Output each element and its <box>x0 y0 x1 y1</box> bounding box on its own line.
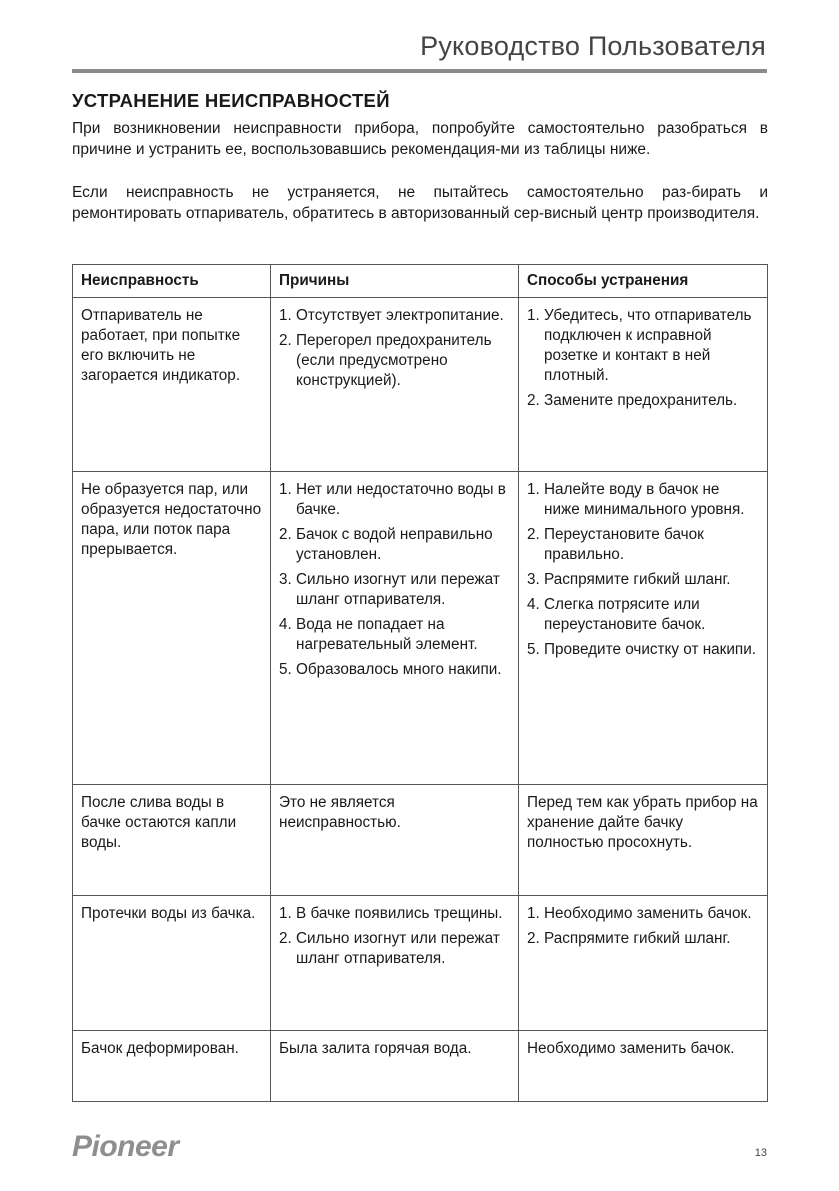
solutions-list <box>527 306 759 411</box>
table-header-row <box>73 265 768 298</box>
list-item: 2. Бачок с водой неправильно установлен. <box>279 526 493 563</box>
solutions-cell <box>519 298 768 472</box>
causes-cell: Это не является неисправностью. <box>271 785 519 896</box>
causes-cell: Была залита горячая вода. <box>271 1031 519 1102</box>
table-row <box>73 896 768 1031</box>
list-item: 5. Образовалось много накипи. <box>279 661 502 678</box>
list-item: 4. Вода не попадает на нагревательный элемент. <box>279 616 478 653</box>
list-item: 5. Проведите очистку от накипи. <box>527 641 756 658</box>
page-header-title: Руководство Пользователя <box>420 31 766 61</box>
solutions-cell <box>519 896 768 1031</box>
table-row <box>73 472 768 785</box>
causes-list <box>279 904 510 969</box>
causes-cell <box>271 298 519 472</box>
problem-cell: Бачок деформирован. <box>73 1031 271 1102</box>
problem-cell: Протечки воды из бачка. <box>73 896 271 1031</box>
column-header-solutions: Способы устранения <box>519 265 768 298</box>
list-item: 1. Нет или недостаточно воды в бачке. <box>279 481 506 518</box>
list-item: 2. Переустановите бачок правильно. <box>527 526 704 563</box>
list-item: 2. Распрямите гибкий шланг. <box>527 930 731 947</box>
list-item: 2. Сильно изогнут или пережат шланг отпаривателя. <box>279 930 500 967</box>
solutions-list <box>527 480 759 660</box>
list-item: 1. Налейте воду в бачок не ниже минимального уровня. <box>527 481 745 518</box>
intro-paragraph-2: Если неисправность не устраняется, не пытайтесь самостоятельно раз-бирать и ремонтировать отпариватель, обратитесь в авторизованный сер-висный центр производителя. <box>72 184 768 222</box>
list-item: 2. Замените предохранитель. <box>527 392 738 409</box>
list-item: 1. Отсутствует электропитание. <box>279 307 504 324</box>
solutions-list <box>527 904 759 949</box>
list-item: 1. Необходимо заменить бачок. <box>527 905 752 922</box>
problem-cell: После слива воды в бачке остаются капли воды. <box>73 785 271 896</box>
troubleshooting-table <box>72 264 768 1102</box>
causes-list <box>279 480 510 680</box>
section-title: УСТРАНЕНИЕ НЕИСПРАВНОСТЕЙ <box>72 90 390 111</box>
problem-cell: Не образуется пар, или образуется недостаточно пара, или поток пара прерывается. <box>73 472 271 785</box>
brand-logo: Pioneer <box>72 1130 179 1163</box>
list-item: 4. Слегка потрясите или переустановите бачок. <box>527 596 706 633</box>
list-item: 1. Убедитесь, что отпариватель подключен к исправной розетке и контакт в ней плотный. <box>527 307 752 384</box>
causes-cell <box>271 472 519 785</box>
column-header-causes: Причины <box>271 265 519 298</box>
causes-cell <box>271 896 519 1031</box>
list-item: 2. Перегорел предохранитель (если предусмотрено конструкцией). <box>279 332 492 389</box>
table-row <box>73 1031 768 1102</box>
solutions-cell: Необходимо заменить бачок. <box>519 1031 768 1102</box>
table-row <box>73 298 768 472</box>
list-item: 3. Сильно изогнут или пережат шланг отпаривателя. <box>279 571 500 608</box>
causes-list <box>279 306 510 391</box>
solutions-cell <box>519 472 768 785</box>
header-divider <box>72 69 767 73</box>
table-row <box>73 785 768 896</box>
list-item: 3. Распрямите гибкий шланг. <box>527 571 731 588</box>
column-header-problem: Неисправность <box>73 265 271 298</box>
solutions-cell: Перед тем как убрать прибор на хранение дайте бачку полностью просохнуть. <box>519 785 768 896</box>
list-item: 1. В бачке появились трещины. <box>279 905 503 922</box>
page-number: 13 <box>754 1147 767 1159</box>
problem-cell: Отпариватель не работает, при попытке его включить не загорается индикатор. <box>73 298 271 472</box>
intro-paragraph-1: При возникновении неисправности прибора, попробуйте самостоятельно разобраться в причине и устранить ее, воспользовавшись рекомендация-ми из таблицы ниже. <box>72 120 768 158</box>
